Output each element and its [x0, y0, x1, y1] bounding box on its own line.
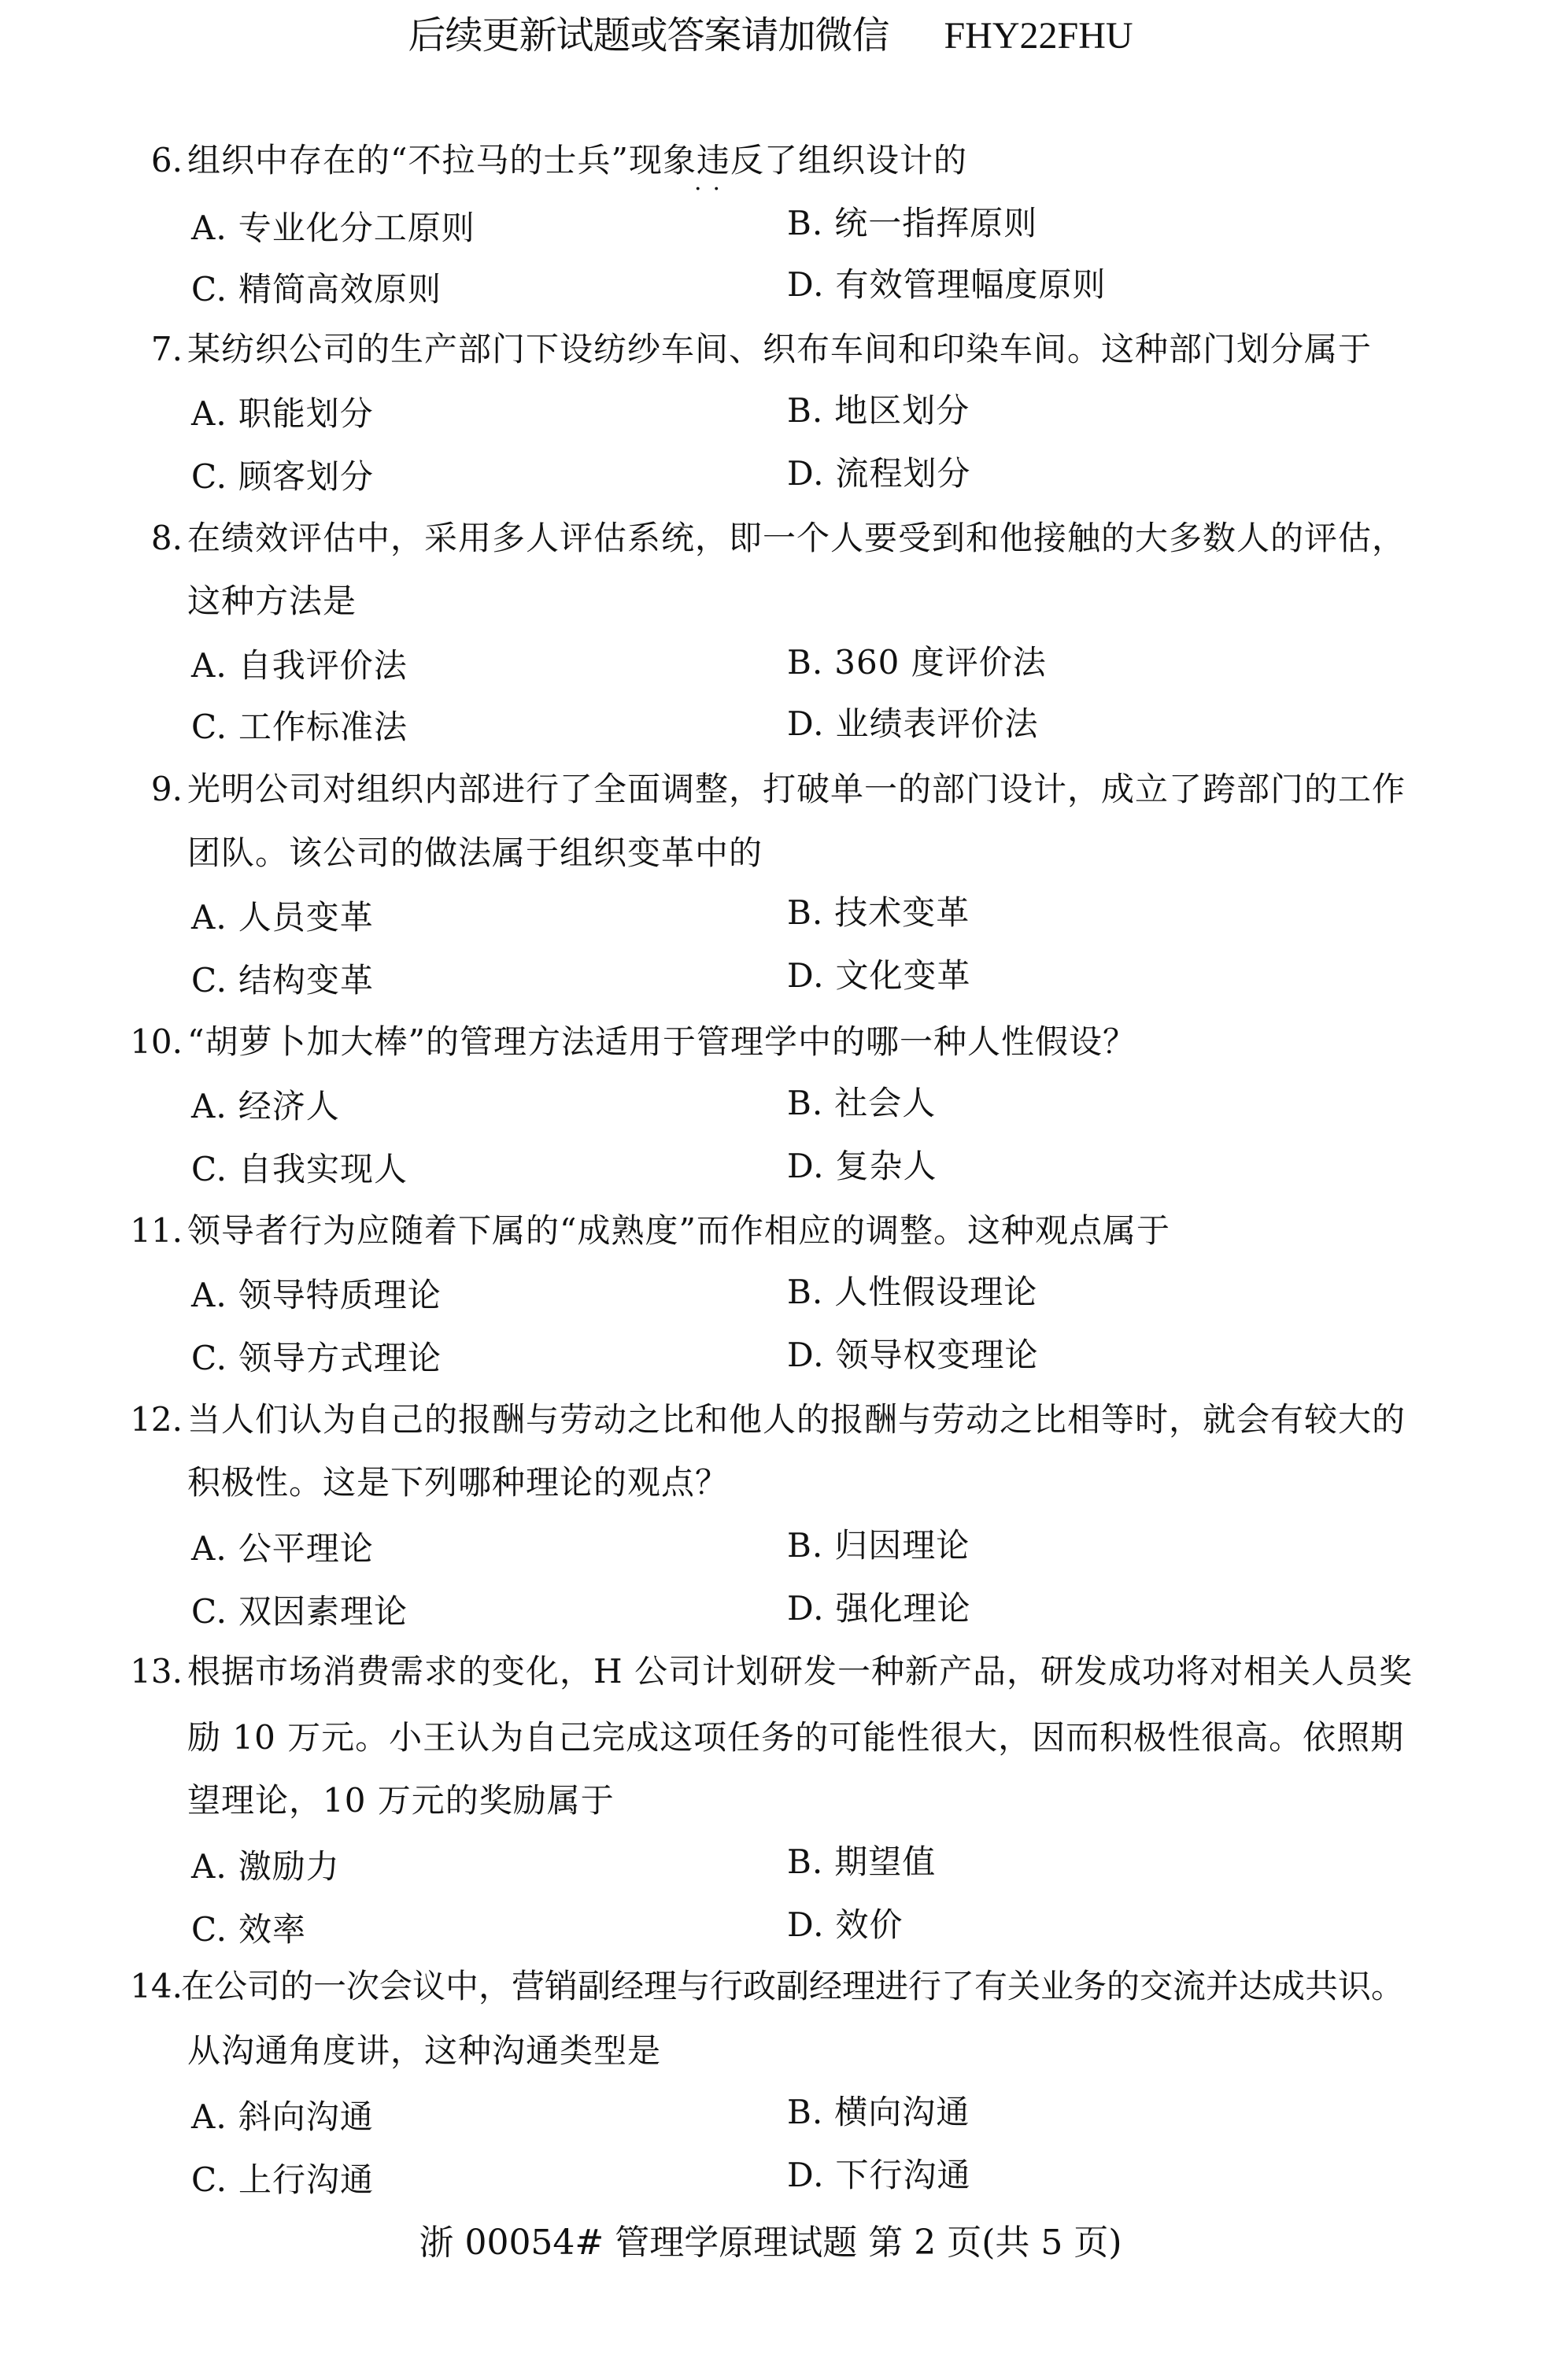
question-number: 9. — [150, 770, 183, 808]
question-stem-line: 在绩效评估中，采用多人评估系统，即一个人要受到和他接触的大多数人的评估， — [187, 519, 1406, 557]
question-stem-line: 领导者行为应随着下属的“成熟度”而作相应的调整。这种观点属于 — [187, 1211, 1170, 1250]
question-stem-line: 组织中存在的“不拉马的士兵”现象违反了组织设计的 — [187, 141, 967, 179]
option-c: C. 双因素理论 — [191, 1592, 408, 1631]
option-b: B. 技术变革 — [787, 893, 970, 932]
question-stem-line: 某纺织公司的生产部门下设纺纱车间、织布车间和印染车间。这种部门划分属于 — [187, 330, 1373, 368]
option-a: A. 领导特质理论 — [191, 1276, 442, 1314]
question-stem-line: 当人们认为自己的报酬与劳动之比和他人的报酬与劳动之比相等时，就会有较大的 — [187, 1400, 1406, 1439]
question-stem-line: 团队。该公司的做法属于组织变革中的 — [187, 833, 763, 872]
question-stem-line: 根据市场消费需求的变化，H 公司计划研发一种新产品，研发成功将对相关人员奖 — [187, 1652, 1413, 1691]
page-footer: 浙 00054# 管理学原理试题 第 2 页(共 5 页) — [419, 2223, 1122, 2263]
option-a: A. 人员变革 — [191, 898, 374, 937]
option-c: C. 顾客划分 — [191, 457, 375, 496]
option-c: C. 自我实现人 — [191, 1150, 408, 1188]
option-b: B. 期望值 — [787, 1842, 937, 1881]
watermark-header — [0, 8, 1541, 64]
option-b: B. 统一指挥原则 — [787, 204, 1038, 242]
option-a: A. 激励力 — [191, 1847, 340, 1886]
question-number: 13. — [130, 1652, 183, 1691]
option-b: B. 横向沟通 — [787, 2093, 970, 2131]
option-c: C. 上行沟通 — [191, 2160, 375, 2199]
option-b: B. 社会人 — [787, 1084, 937, 1122]
question-stem-line: 光明公司对组织内部进行了全面调整，打破单一的部门设计，成立了跨部门的工作 — [187, 770, 1406, 808]
option-a: A. 斜向沟通 — [191, 2097, 374, 2136]
option-b: B. 360 度评价法 — [787, 643, 1047, 682]
header-text: 后续更新试题或答案请加微信 — [408, 13, 889, 57]
option-c: C. 精简高效原则 — [191, 270, 442, 309]
question-stem-line: “胡萝卜加大棒”的管理方法适用于管理学中的哪一种人性假设？ — [187, 1022, 1136, 1061]
option-c: C. 效率 — [191, 1910, 307, 1949]
header-wechat-code: FHY22FHU — [944, 15, 1133, 57]
option-a: A. 经济人 — [191, 1087, 340, 1125]
question-number: 6. — [150, 141, 183, 179]
option-a: A. 自我评价法 — [191, 646, 408, 685]
option-c: C. 工作标准法 — [191, 708, 408, 746]
question-stem-line: 在公司的一次会议中，营销副经理与行政副经理进行了有关业务的交流并达成共识。 — [181, 1967, 1405, 2005]
option-b: B. 归因理论 — [787, 1526, 970, 1565]
option-d: D. 强化理论 — [787, 1589, 971, 1628]
option-a: A. 公平理论 — [191, 1529, 374, 1568]
option-a: A. 职能划分 — [191, 394, 374, 433]
option-d: D. 复杂人 — [787, 1147, 937, 1185]
option-c: C. 领导方式理论 — [191, 1339, 442, 1377]
option-a: A. 专业化分工原则 — [191, 209, 475, 247]
question-stem-line: 这种方法是 — [187, 582, 357, 620]
option-b: B. 地区划分 — [787, 391, 970, 430]
option-d: D. 下行沟通 — [787, 2156, 971, 2194]
question-number: 12. — [130, 1400, 183, 1439]
question-number: 14. — [130, 1967, 183, 2005]
option-d: D. 效价 — [787, 1905, 904, 1944]
question-stem-line: 积极性。这是下列哪种理论的观点？ — [187, 1463, 730, 1502]
question-stem-line: 望理论，10 万元的奖励属于 — [187, 1781, 615, 1820]
option-d: D. 业绩表评价法 — [787, 704, 1039, 743]
question-stem-line: 从沟通角度讲，这种沟通类型是 — [187, 2031, 662, 2070]
option-d: D. 文化变革 — [787, 956, 971, 995]
option-b: B. 人性假设理论 — [787, 1273, 1038, 1311]
option-d: D. 领导权变理论 — [787, 1336, 1039, 1374]
question-number: 7. — [150, 330, 183, 368]
option-d: D. 有效管理幅度原则 — [787, 265, 1107, 304]
emphasis-dots: ·· — [694, 176, 732, 203]
question-number: 8. — [150, 519, 183, 557]
option-d: D. 流程划分 — [787, 454, 971, 493]
question-number: 10. — [130, 1022, 183, 1061]
option-c: C. 结构变革 — [191, 961, 375, 1000]
question-stem-line: 励 10 万元。小王认为自己完成这项任务的可能性很大，因而积极性很高。依照期 — [187, 1718, 1405, 1757]
question-number: 11. — [130, 1211, 183, 1250]
